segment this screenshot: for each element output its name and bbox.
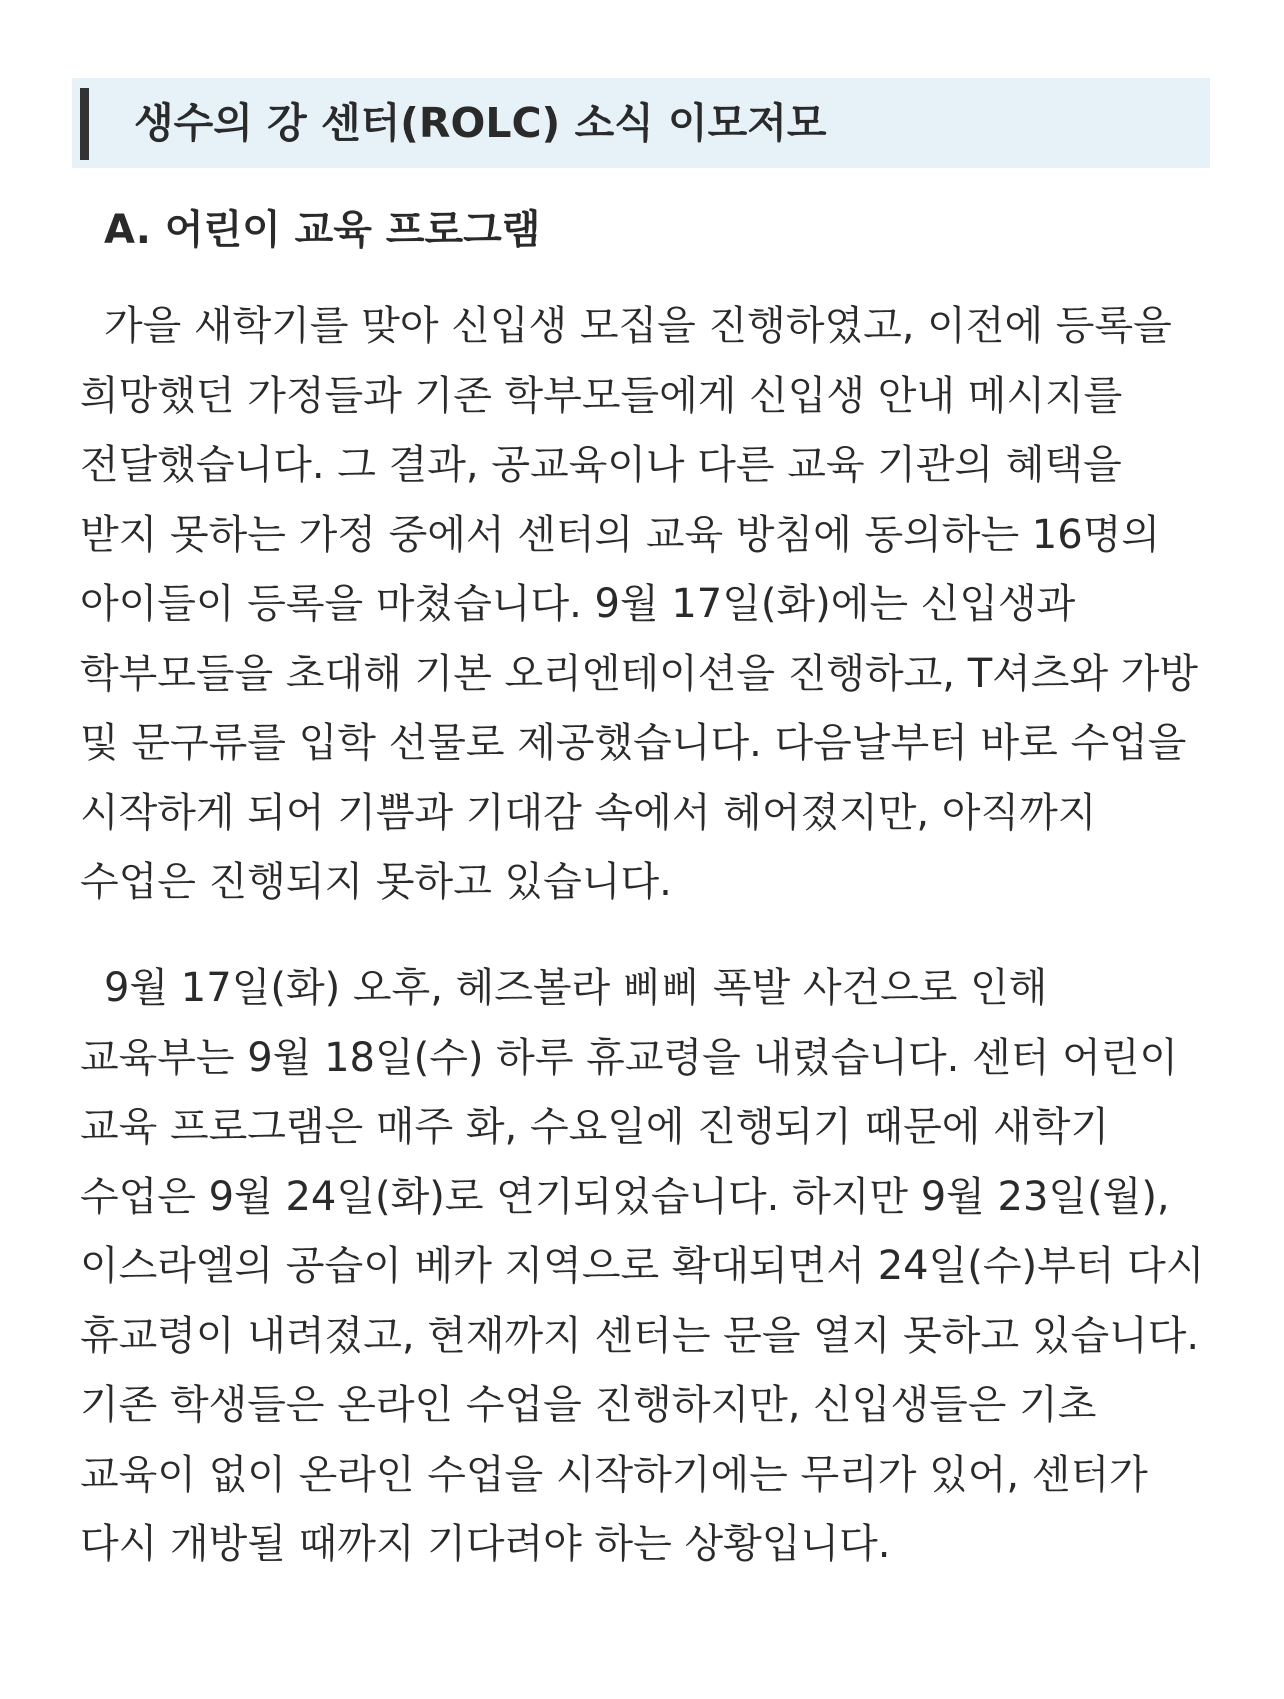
- paragraph-school-closure: 9월 17일(화) 오후, 헤즈볼라 삐삐 폭발 사건으로 인해 교육부는 9월 18일(수) 하루 휴교령을 내렸습니다. 센터 어린이 교육 프로그램은 매주 화, 수요일에 진행되기 때문에 새학기 수업은 9월 24일(화)로 연기되었습니다. 하지만 9월 23일(월), 이스라엘의 공습이 베카 지역으로 확대되면서 24일(수)부터 다시 휴교령이 내려졌고, 현재까지 센터는 문을 열지 못하고 있습니다. 기존 학생들은 온라인 수업을 진행하지만, 신입생들은 기초 교육이 없이 온라인 수업을 시작하기에는 무리가 있어, 센터가 다시 개방될 때까지 기다려야 하는 상황입니다.: [80, 965, 1205, 1567]
- subsection-heading: A. 어린이 교육 프로그램: [104, 207, 541, 253]
- section-accent-bar: [80, 88, 89, 160]
- paragraph-enrollment: 가을 새학기를 맞아 신입생 모집을 진행하였고, 이전에 등록을 희망했던 가정들과 기존 학부모들에게 신입생 안내 메시지를 전달했습니다. 그 결과, 공교육이나 다른 교육 기관의 혜택을 받지 못하는 가정 중에서 센터의 교육 방침에 동의하는 16명의 아이들이 등록을 마쳤습니다. 9월 17일(화)에는 신입생과 학부모들을 초대해 기본 오리엔테이션을 진행하고, T셔츠와 가방 및 문구류를 입학 선물로 제공했습니다. 다음날부터 바로 수업을 시작하게 되어 기쁨과 기대감 속에서 헤어졌지만, 아직까지 수업은 진행되지 못하고 있습니다.: [80, 303, 1199, 905]
- section-header: [72, 78, 1210, 168]
- section-title: 생수의 강 센터(ROLC) 소식 이모저모: [134, 99, 827, 147]
